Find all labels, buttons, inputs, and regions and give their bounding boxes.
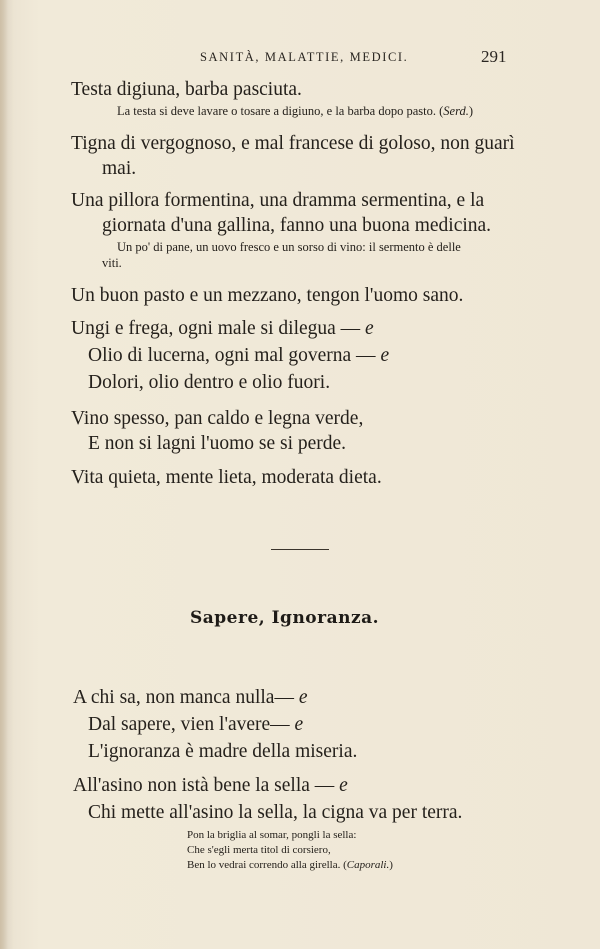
proverb-line: A chi sa, non manca nulla— e [73,687,308,708]
proverb-note: viti. [102,256,122,270]
section-title: Sapere, Ignoranza. [190,608,380,628]
proverb-line: Ungi e frega, ogni male si dilegua — e [71,318,374,339]
proverb-line: Chi mette all'asino la sella, la cigna va per terra. [88,802,463,823]
proverb-line: Dolori, olio dentro e olio fuori. [88,372,331,393]
proverb-line: Un buon pasto e un mezzano, tengon l'uomo sano. [71,285,464,306]
proverb-line: Vino spesso, pan caldo e legna verde, [71,408,364,429]
proverb-line: E non si lagni l'uomo se si perde. [88,433,347,454]
proverb-line: mai. [102,158,137,179]
verse-line: Pon la briglia al somar, pongli la sella: [187,829,357,841]
proverb-line: All'asino non istà bene la sella — e [73,775,348,796]
proverb-line: Olio di lucerna, ogni mal governa — e [88,345,390,366]
section-divider [271,549,329,550]
proverb-note: Un po' di pane, un uovo fresco e un sorso di vino: il sermento è delle [117,240,461,254]
page-edge-shadow [0,0,8,949]
proverb-line: Dal sapere, vien l'avere— e [88,714,304,735]
proverb-line: L'ignoranza è madre della miseria. [88,741,358,762]
verse-line: Ben lo vedrai correndo alla girella. (Caporali.) [187,859,393,871]
running-head: SANITÀ, MALATTIE, MEDICI. [200,50,409,64]
proverb-line: Testa digiuna, barba pasciuta. [71,79,302,100]
proverb-line: Una pillora formentina, una dramma sermentina, e la [71,190,485,211]
proverb-line: giornata d'una gallina, fanno una buona medicina. [102,215,492,236]
proverb-note: La testa si deve lavare o tosare a digiuno, e la barba dopo pasto. (Serd.) [117,104,474,118]
proverb-line: Vita quieta, mente lieta, moderata dieta. [71,467,382,488]
proverb-line: Tigna di vergognoso, e mal francese di goloso, non guarì [71,133,515,154]
page-header [0,47,600,70]
page-number: 291 [481,47,507,66]
verse-line: Che s'egli merta titol di corsiero, [187,844,331,856]
